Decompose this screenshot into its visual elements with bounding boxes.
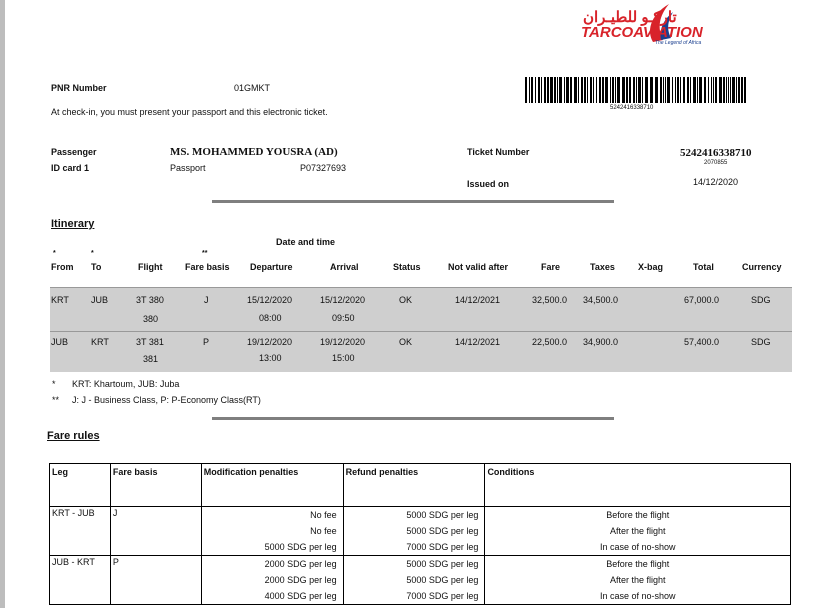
col-from: From xyxy=(51,262,74,272)
fr-refund: 5000 SDG per leg xyxy=(406,526,479,536)
barcode-bar xyxy=(680,77,681,103)
fr-col-conditions: Conditions xyxy=(485,464,791,507)
row1-flight-no: 380 xyxy=(143,314,159,324)
row1-status: OK xyxy=(399,295,413,305)
fr-condition: Before the flight xyxy=(606,559,670,569)
to-mark: * xyxy=(91,250,94,257)
col-flight: Flight xyxy=(138,262,163,272)
row1-fare: 32,500.0 xyxy=(532,295,568,305)
fr-refund-cell xyxy=(343,507,485,556)
barcode-bar xyxy=(708,77,709,103)
barcode-bar xyxy=(547,77,549,103)
logo-arabic-text: تاركـو للطيـران xyxy=(583,9,677,26)
fr-condition: After the flight xyxy=(609,575,666,585)
barcode-bar xyxy=(626,77,628,103)
barcode-bar xyxy=(538,77,540,103)
fr-condition: Before the flight xyxy=(606,510,670,520)
row2-arr-date: 19/12/2020 xyxy=(320,337,366,347)
barcode-bar xyxy=(719,77,722,103)
row1-dep-date: 15/12/2020 xyxy=(247,295,293,305)
fare-rules-header-row xyxy=(50,464,791,507)
barcode-bar xyxy=(728,77,729,103)
note-mark-2: ** xyxy=(52,395,60,405)
fr-refund-cell xyxy=(343,556,485,605)
col-fare: Fare xyxy=(541,262,561,272)
table-row xyxy=(50,556,791,605)
barcode-bar xyxy=(535,77,536,103)
barcode-bar xyxy=(599,77,601,103)
ticket-number: 5242416338710 xyxy=(680,147,752,159)
fr-fare-basis: P xyxy=(110,556,201,605)
row2-flight: 3T 381 xyxy=(136,337,164,347)
row1-currency: SDG xyxy=(751,295,771,305)
pnr-value: 01GMKT xyxy=(234,83,271,93)
col-fare-basis: Fare basis xyxy=(185,262,230,272)
fr-col-fare-basis: Fare basis xyxy=(110,464,201,507)
row2-from: JUB xyxy=(51,337,69,347)
row1-from: KRT xyxy=(51,295,69,305)
id-card-label: ID card 1 xyxy=(51,163,90,173)
passenger-name: MS. MOHAMMED YOUSRA (AD) xyxy=(170,146,338,158)
e-ticket-page xyxy=(5,0,829,608)
fr-col-leg: Leg xyxy=(50,464,111,507)
barcode-bar xyxy=(566,77,569,103)
col-arrival: Arrival xyxy=(330,262,359,272)
fr-col-refund: Refund penalties xyxy=(343,464,485,507)
fr-modification: 2000 SDG per leg xyxy=(264,575,337,585)
tarco-aviation-logo xyxy=(577,2,739,48)
barcode-bar xyxy=(570,77,572,103)
passenger-label: Passenger xyxy=(51,147,97,157)
col-currency: Currency xyxy=(742,262,782,272)
note-text-1: KRT: Khartoum, JUB: Juba xyxy=(72,379,180,389)
barcode-bar xyxy=(557,77,558,103)
issued-date: 14/12/2020 xyxy=(693,177,739,187)
fare-basis-mark: ** xyxy=(202,250,208,257)
barcode-bar xyxy=(590,77,592,103)
barcode-bar xyxy=(699,77,702,103)
fr-refund: 5000 SDG per leg xyxy=(406,559,479,569)
barcode-bar xyxy=(697,77,698,103)
barcode-bar xyxy=(744,77,746,103)
row2-total: 57,400.0 xyxy=(684,337,720,347)
barcode-bar xyxy=(574,77,577,103)
fr-modification: 2000 SDG per leg xyxy=(264,559,337,569)
barcode-bar xyxy=(711,77,712,103)
barcode-bar xyxy=(642,77,643,103)
fare-rules-title: Fare rules xyxy=(47,430,100,442)
row2-currency: SDG xyxy=(751,337,771,347)
fr-condition: After the flight xyxy=(609,526,666,536)
barcode-bar xyxy=(612,77,614,103)
fr-condition: In case of no-show xyxy=(599,591,676,601)
barcode-bar xyxy=(622,77,625,103)
barcode-bar xyxy=(675,77,676,103)
barcode-bar xyxy=(655,77,658,103)
barcode-bar xyxy=(713,77,714,103)
barcode-bar xyxy=(559,77,562,103)
logo-name: TARCOAVIATION xyxy=(581,24,703,41)
barcode-bar xyxy=(672,77,673,103)
fr-leg: JUB - KRT xyxy=(50,556,111,605)
barcode-bar xyxy=(715,77,717,103)
barcode-bar xyxy=(578,77,579,103)
checkin-note: At check-in, you must present your passport and this electronic ticket. xyxy=(51,107,328,117)
barcode-bar xyxy=(550,77,553,103)
col-not-valid-after: Not valid after xyxy=(448,262,509,272)
barcode-bar xyxy=(581,77,583,103)
barcode-bar xyxy=(602,77,604,103)
row1-arr-date: 15/12/2020 xyxy=(320,295,366,305)
barcode-bar xyxy=(645,77,648,103)
fr-modification: No fee xyxy=(310,526,337,536)
fr-fare-basis: J xyxy=(110,507,201,556)
note-text-2: J: J - Business Class, P: P-Economy Class(RT) xyxy=(72,395,261,405)
fr-modification: 5000 SDG per leg xyxy=(264,542,337,552)
row1-dep-time: 08:00 xyxy=(259,313,282,323)
fr-leg: KRT - JUB xyxy=(50,507,111,556)
col-total: Total xyxy=(693,262,714,272)
barcode-bar xyxy=(741,77,743,103)
note-mark-1: * xyxy=(52,379,56,389)
barcode-bar xyxy=(663,77,664,103)
barcode-bar xyxy=(529,77,530,103)
section-divider xyxy=(212,200,614,203)
barcode-bar xyxy=(693,77,696,103)
fr-condition: In case of no-show xyxy=(599,542,676,552)
ticket-number-label: Ticket Number xyxy=(467,147,530,157)
barcode-bar xyxy=(593,77,594,103)
fr-refund: 5000 SDG per leg xyxy=(406,575,479,585)
section-divider xyxy=(212,417,614,420)
fr-conditions-cell xyxy=(485,507,791,556)
barcode-bar xyxy=(667,77,670,103)
row2-to: KRT xyxy=(91,337,109,347)
issued-on-label: Issued on xyxy=(467,179,510,189)
table-row xyxy=(50,507,791,556)
fr-conditions-cell xyxy=(485,556,791,605)
barcode-bar xyxy=(660,77,662,103)
barcode-bar xyxy=(544,77,546,103)
id-type: Passport xyxy=(170,163,206,173)
row2-dep-date: 19/12/2020 xyxy=(247,337,293,347)
fr-refund: 7000 SDG per leg xyxy=(406,591,479,601)
barcode-bar xyxy=(736,77,737,103)
fr-refund: 7000 SDG per leg xyxy=(406,542,479,552)
barcode-bar xyxy=(610,77,611,103)
barcode-bar xyxy=(704,77,706,103)
row1-taxes: 34,500.0 xyxy=(583,295,619,305)
barcode-bar xyxy=(629,77,631,103)
logo-tagline: The Legend of Africa xyxy=(655,40,702,46)
barcode-number: 5242416338710 xyxy=(610,105,654,111)
fr-col-modification: Modification penalties xyxy=(201,464,343,507)
row1-arr-time: 09:50 xyxy=(332,313,355,323)
barcode-bar xyxy=(605,77,608,103)
fare-rules-table xyxy=(49,463,791,605)
barcode-bar xyxy=(638,77,641,103)
row2-fare-basis: P xyxy=(203,337,210,347)
row2-fare: 22,500.0 xyxy=(532,337,568,347)
from-mark: * xyxy=(53,250,56,257)
col-xbag: X-bag xyxy=(638,262,664,272)
barcode-bar xyxy=(636,77,637,103)
barcode-bar xyxy=(730,77,731,103)
barcode-bar xyxy=(723,77,725,103)
barcode-bar xyxy=(554,77,556,103)
col-departure: Departure xyxy=(250,262,293,272)
row2-arr-time: 15:00 xyxy=(332,353,355,363)
row1-not-valid-after: 14/12/2021 xyxy=(455,295,501,305)
date-time-header: Date and time xyxy=(276,237,336,247)
barcode-bar xyxy=(633,77,635,103)
row2-flight-no: 381 xyxy=(143,354,159,364)
barcode-bar xyxy=(665,77,666,103)
barcode-bar xyxy=(525,77,527,103)
col-taxes: Taxes xyxy=(590,262,615,272)
row1-to: JUB xyxy=(91,295,109,305)
barcode-bar xyxy=(677,77,679,103)
barcode-bar xyxy=(617,77,620,103)
row2-taxes: 34,900.0 xyxy=(583,337,619,347)
barcode-bar xyxy=(541,77,542,103)
barcode-bar xyxy=(738,77,740,103)
barcode-bar xyxy=(732,77,735,103)
barcode-bar xyxy=(683,77,685,103)
barcode-bar xyxy=(650,77,653,103)
itinerary-row xyxy=(50,287,792,332)
barcode-bar xyxy=(564,77,565,103)
ticket-barcode xyxy=(525,77,751,103)
fr-modification-cell xyxy=(201,556,343,605)
row1-total: 67,000.0 xyxy=(684,295,720,305)
row2-status: OK xyxy=(399,337,413,347)
barcode-bar xyxy=(596,77,597,103)
barcode-bar xyxy=(690,77,691,103)
row1-fare-basis: J xyxy=(204,295,209,305)
itinerary-title: Itinerary xyxy=(51,218,95,230)
barcode-bar xyxy=(531,77,533,103)
row2-dep-time: 13:00 xyxy=(259,353,282,363)
barcode-bar xyxy=(726,77,727,103)
barcode-bar xyxy=(687,77,689,103)
fr-modification: 4000 SDG per leg xyxy=(264,591,337,601)
fr-modification: No fee xyxy=(310,510,337,520)
fr-refund: 5000 SDG per leg xyxy=(406,510,479,520)
col-to: To xyxy=(91,262,102,272)
pnr-label: PNR Number xyxy=(51,83,107,93)
row1-flight: 3T 380 xyxy=(136,295,164,305)
fr-modification-cell xyxy=(201,507,343,556)
barcode-bar xyxy=(615,77,616,103)
ticket-sub-number: 2070855 xyxy=(704,160,728,166)
id-number: P07327693 xyxy=(300,163,347,173)
barcode-bar xyxy=(584,77,586,103)
barcode-bar xyxy=(587,77,588,103)
col-status: Status xyxy=(393,262,421,272)
row2-not-valid-after: 14/12/2021 xyxy=(455,337,501,347)
